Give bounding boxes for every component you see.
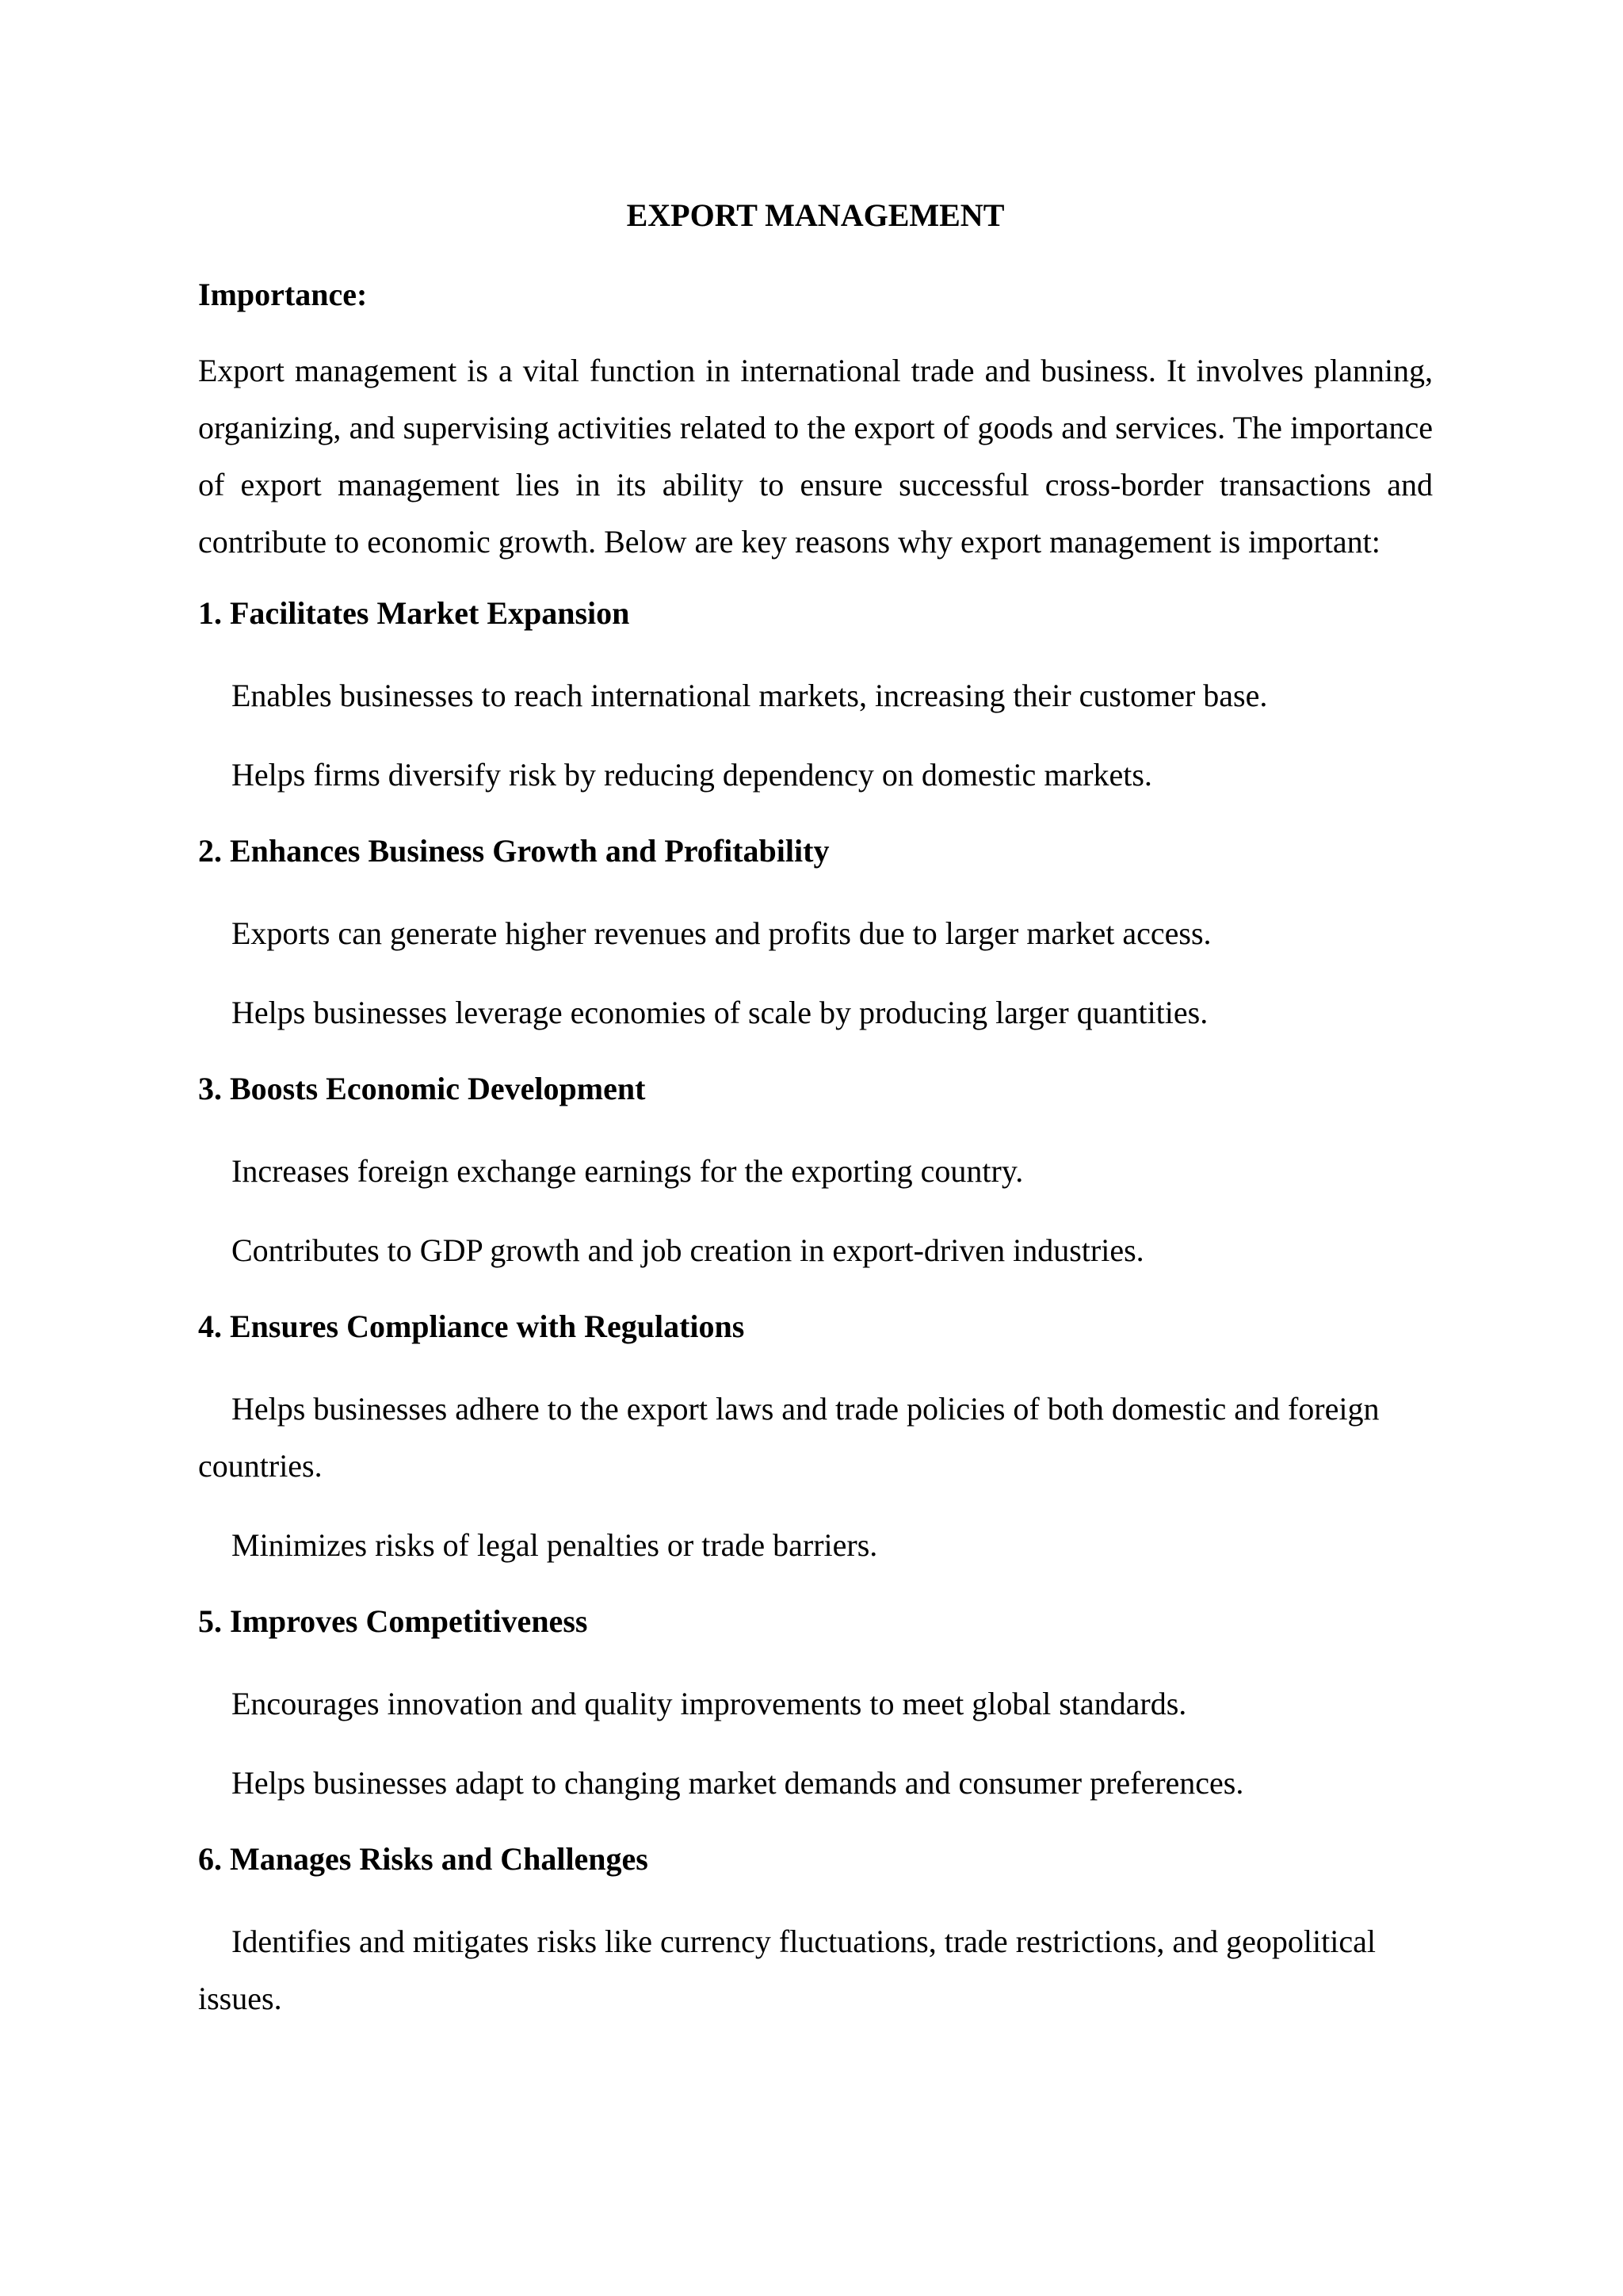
point-line: Helps firms diversify risk by reducing dependency on domestic markets. xyxy=(231,757,1152,793)
point-line: Helps businesses adhere to the export laws and trade policies of both domestic and foreign countries. xyxy=(198,1391,1380,1484)
point-line: Contributes to GDP growth and job creation in export-driven industries. xyxy=(231,1232,1144,1268)
point-5 xyxy=(198,1596,1433,1812)
document-title: EXPORT MANAGEMENT xyxy=(626,197,1005,233)
point-line: Helps businesses adapt to changing market demands and consumer preferences. xyxy=(231,1765,1244,1801)
point-1 xyxy=(198,588,1433,804)
section-label-importance: Importance: xyxy=(198,277,368,312)
point-line: Minimizes risks of legal penalties or trade barriers. xyxy=(231,1527,878,1563)
point-line: Increases foreign exchange earnings for the exporting country. xyxy=(231,1153,1024,1189)
point-heading: 1. Facilitates Market Expansion xyxy=(198,595,630,631)
point-heading: 4. Ensures Compliance with Regulations xyxy=(198,1308,745,1344)
point-line: Exports can generate higher revenues and profits due to larger market access. xyxy=(231,915,1212,951)
point-6 xyxy=(198,1834,1433,2027)
point-heading: 6. Manages Risks and Challenges xyxy=(198,1841,648,1877)
point-line: Helps businesses leverage economies of scale by producing larger quantities. xyxy=(231,995,1209,1030)
point-line: Identifies and mitigates risks like currency fluctuations, trade restrictions, and geopolitical issues. xyxy=(198,1924,1377,2016)
point-3 xyxy=(198,1064,1433,1279)
point-heading: 3. Boosts Economic Development xyxy=(198,1071,646,1106)
point-heading: 2. Enhances Business Growth and Profitability xyxy=(198,833,830,869)
intro-paragraph: Export management is a vital function in international trade and business. It involves planning, organizing, and supervising activities related to the export of goods and services. The importance of export management lies in its ability to ensure successful cross-border transactions and contribute to economic growth. Below are key reasons why export management is important: xyxy=(198,353,1433,560)
point-line: Encourages innovation and quality improvements to meet global standards. xyxy=(231,1686,1187,1721)
document-body xyxy=(198,190,1433,2050)
point-4 xyxy=(198,1301,1433,1574)
point-2 xyxy=(198,826,1433,1041)
point-line: Enables businesses to reach international markets, increasing their customer base. xyxy=(231,678,1268,713)
point-heading: 5. Improves Competitiveness xyxy=(198,1603,588,1639)
